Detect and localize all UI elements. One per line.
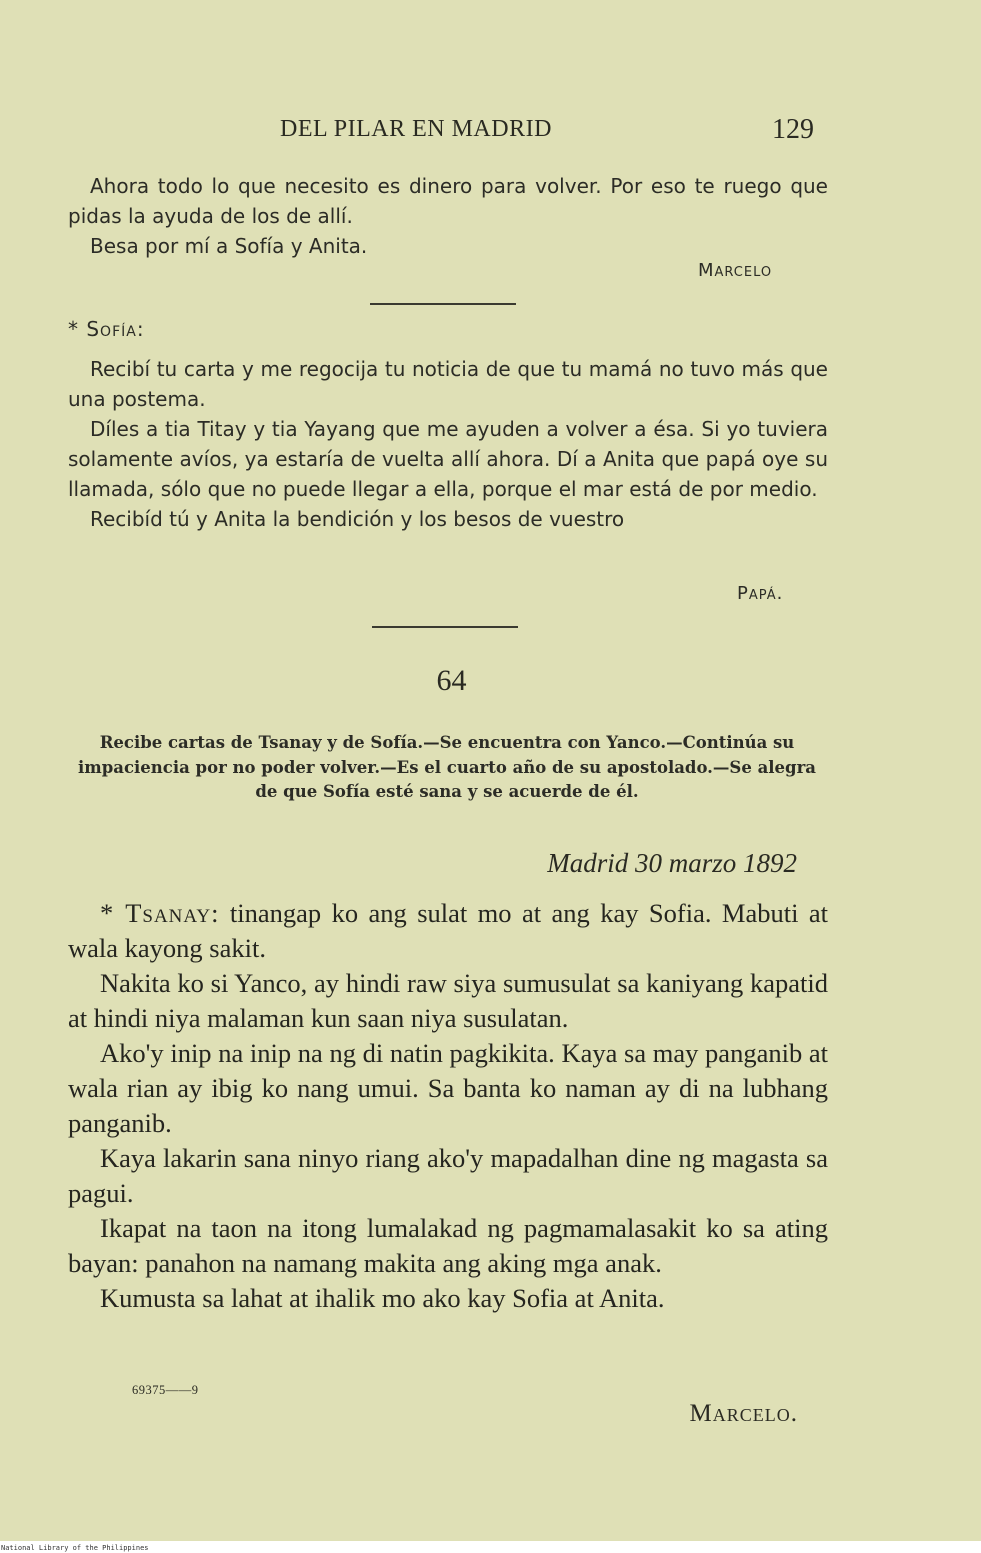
paragraph (68, 896, 828, 966)
dateline: Madrid 30 marzo 1892 (547, 848, 797, 878)
section-divider (372, 626, 518, 628)
paragraph-text: tinangap ko ang sulat mo at ang kay Sofia. Mabuti at wala kayong sakit. (68, 898, 829, 963)
previous-letter-ending (68, 171, 828, 261)
page-number: 129 (772, 114, 814, 145)
signature-marcelo-1: Marcelo (698, 260, 773, 281)
paragraph: Kumusta sa lahat at ihalik mo ako kay Sofia at Anita. (100, 1283, 665, 1313)
paragraph: Ako'y inip na inip na ng di natin pagkikita. Kaya sa may panganib at wala rian ay ibig ko nang umui. Sa banta ko naman ay di na lubhang panganib. (68, 1038, 828, 1138)
paragraph: Besa por mí a Sofía y Anita. (90, 234, 368, 258)
paragraph: Ahora todo lo que necesito es dinero para volver. Por eso te ruego que pidas la ayuda de los de allí. (68, 174, 828, 228)
printer-signature-mark: 69375——9 (132, 1383, 199, 1397)
salutation-sofia: * Sofía: (68, 317, 145, 341)
letter-to-tsanay (68, 896, 828, 1316)
letter-summary: Recibe cartas de Tsanay y de Sofía.—Se encuentra con Yanco.—Continúa su impaciencia por no poder volver.—Es el cuarto año de su apostolado.—Se alegra de que Sofía esté sana y se acuerde de él. (78, 733, 816, 801)
footer-strip (0, 1541, 981, 1553)
paragraph: Díles a tia Titay y tia Yayang que me ayuden a volver a ésa. Si yo tuviera solamente avíos, ya estaría de vuelta allí ahora. Dí a Anita que papá oye su llamada, sólo que no puede llegar a ella, porque el mar está de por medio. (68, 417, 828, 501)
signature-papa: Papá. (737, 583, 784, 604)
paragraph: Kaya lakarin sana ninyo riang ako'y mapadalhan dine ng magasta sa pagui. (68, 1143, 828, 1208)
paragraph: Ikapat na taon na itong lumalakad ng pagmamalasakit ko sa ating bayan: panahon na namang makita ang aking mga anak. (68, 1213, 828, 1278)
salutation-tsanay: * Tsanay: (100, 898, 220, 928)
paragraph: Recibí tu carta y me regocija tu noticia de que tu mamá no tuvo más que una postema. (68, 357, 828, 411)
section-divider (370, 303, 516, 305)
signature-marcelo-2: Marcelo. (689, 1400, 798, 1427)
paragraph: Nakita ko si Yanco, ay hindi raw siya sumusulat sa kaniyang kapatid at hindi niya malaman kun saan niya susulatan. (68, 968, 828, 1033)
running-head (0, 112, 981, 152)
library-credit: National Library of the Philippines (1, 1544, 149, 1552)
paragraph: Recibíd tú y Anita la bendición y los besos de vuestro (90, 507, 625, 531)
letter-to-sofia (68, 314, 828, 534)
running-title: DEL PILAR EN MADRID (280, 116, 552, 142)
letter-number: 64 (436, 664, 467, 697)
